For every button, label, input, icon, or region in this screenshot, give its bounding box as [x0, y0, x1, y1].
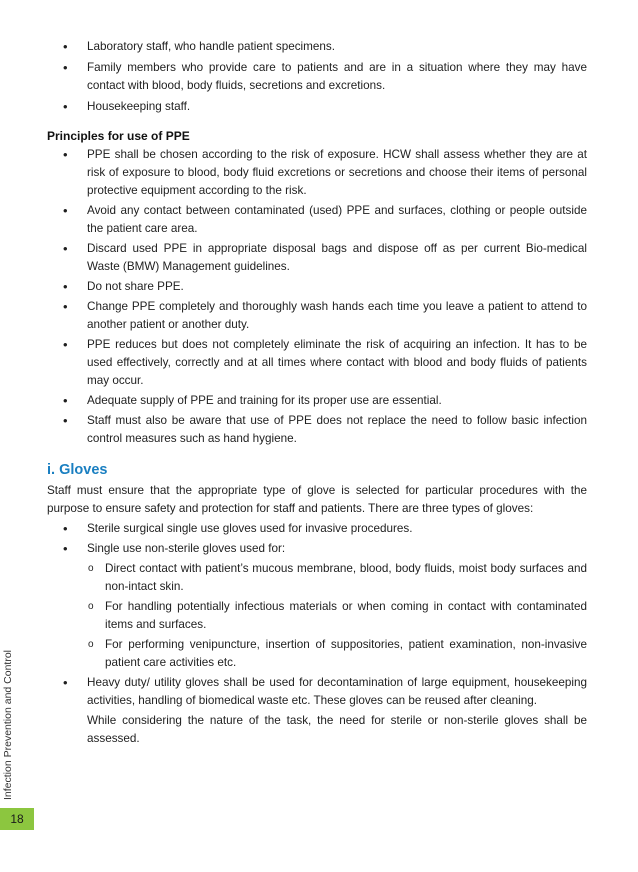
list-item: • PPE reduces but does not completely eliminate the risk of acquiring an infection. It has to be used effectively, correctly and at all times where contact with blood and body fluids of patients may occur.: [63, 337, 587, 387]
bullet-icon: •: [63, 541, 68, 556]
bullet-icon: •: [63, 337, 68, 352]
list-item: • Change PPE completely and thoroughly wash hands each time you leave a patient to attend to another patient or another duty.: [63, 299, 587, 331]
page-number: 18: [0, 808, 34, 830]
list-item: • Discard used PPE in appropriate disposal bags and dispose off as per current Bio-medical Waste (BMW) Management guidelines.: [63, 241, 587, 273]
circle-bullet-icon: o: [88, 639, 94, 650]
gloves-list-continued: [47, 674, 587, 710]
gloves-heading: i. Gloves: [47, 462, 108, 478]
list-item: • PPE shall be chosen according to the risk of exposure. HCW shall assess whether they are at risk of exposure to blood, body fluid excretions or secretions and choose their items of personal protective equipment according to the risk.: [63, 147, 587, 197]
list-item: • Heavy duty/ utility gloves shall be used for decontamination of large equipment, housekeeping activities, handling of biomedical waste etc. These gloves can be reused after cleaning.: [63, 675, 587, 707]
gloves-intro: Staff must ensure that the appropriate type of glove is selected for particular procedures with the purpose to ensure safety and protection for staff and patients. There are three types of gloves:: [47, 484, 587, 515]
bullet-icon: •: [63, 241, 68, 256]
bullet-icon: •: [63, 203, 68, 218]
principles-list: [47, 146, 587, 448]
bullet-icon: •: [63, 279, 68, 294]
bullet-icon: •: [63, 39, 68, 54]
sub-list-item: o For performing venipuncture, insertion of suppositories, patient examination, non-invasive patient care activities etc.: [88, 638, 587, 669]
sub-list-item: o Direct contact with patient’s mucous membrane, blood, body fluids, moist body surfaces and non-intact skin.: [88, 562, 587, 593]
bullet-icon: •: [63, 393, 68, 408]
list-item: • Family members who provide care to patients and are in a situation where they may have contact with blood, body fluids, secretions and excretions.: [63, 60, 587, 92]
list-item: • Housekeeping staff.: [63, 99, 191, 114]
principles-heading: Principles for use of PPE: [47, 129, 190, 143]
non-sterile-uses-list: [47, 560, 587, 672]
list-item: • Single use non-sterile gloves used for:: [63, 541, 286, 556]
list-item: • Staff must also be aware that use of PPE does not replace the need to follow basic infection control measures such as hand hygiene.: [63, 413, 587, 445]
staff-list: [47, 38, 587, 116]
bullet-icon: •: [63, 60, 68, 75]
bullet-icon: •: [63, 147, 68, 162]
bullet-icon: •: [63, 299, 68, 314]
page-content: [47, 38, 587, 748]
list-item: • Do not share PPE.: [63, 279, 184, 294]
bullet-icon: •: [63, 521, 68, 536]
gloves-note: While considering the nature of the task, the need for sterile or non-sterile gloves shall be assessed.: [87, 714, 587, 745]
list-item: • Sterile surgical single use gloves used for invasive procedures.: [63, 521, 413, 536]
bullet-icon: •: [63, 675, 68, 690]
gloves-list: [47, 520, 587, 558]
running-title: Infection Prevention and Control: [2, 649, 14, 800]
bullet-icon: •: [63, 413, 68, 428]
list-item: • Laboratory staff, who handle patient specimens.: [63, 39, 335, 54]
list-item: • Adequate supply of PPE and training for its proper use are essential.: [63, 393, 442, 408]
circle-bullet-icon: o: [88, 563, 94, 574]
bullet-icon: •: [63, 99, 68, 114]
list-item: • Avoid any contact between contaminated (used) PPE and surfaces, clothing or people outside the patient care area.: [63, 203, 587, 235]
sub-list-item: o For handling potentially infectious materials or when coming in contact with contaminated items and surfaces.: [88, 600, 587, 631]
circle-bullet-icon: o: [88, 601, 94, 612]
